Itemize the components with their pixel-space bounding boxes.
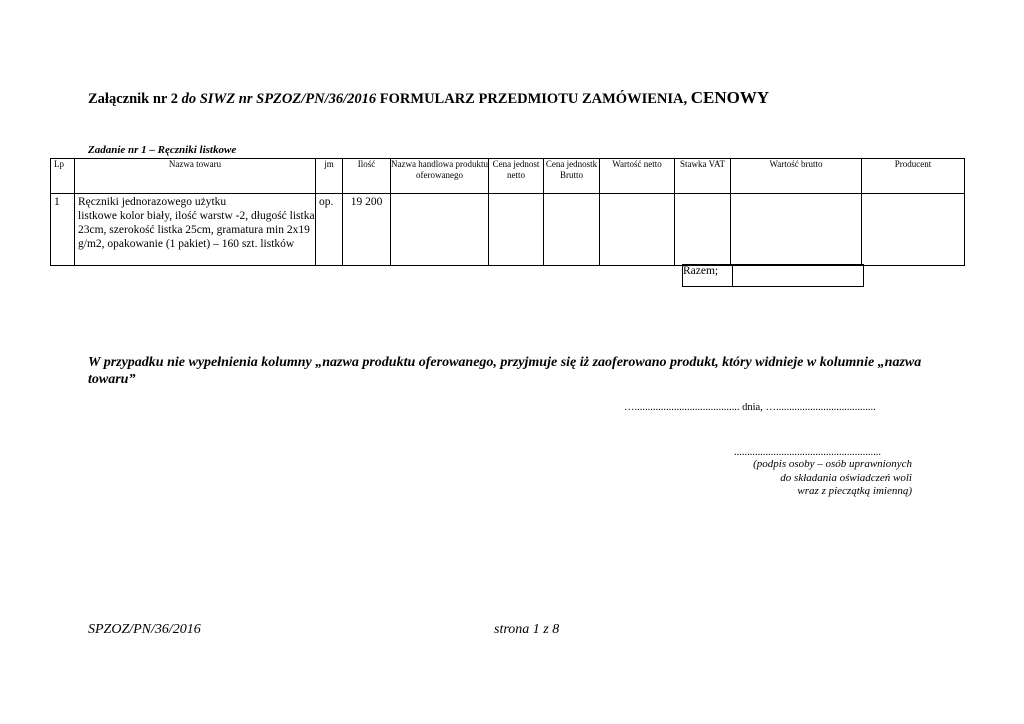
table-row: [51, 194, 965, 266]
table-header-row: [51, 159, 965, 194]
cell-qty: 19 200: [343, 194, 391, 266]
cell-name: [75, 194, 316, 266]
cell-value-net[interactable]: [600, 194, 675, 266]
sum-row: [683, 265, 864, 287]
header-vat: Stawka VAT: [675, 159, 731, 194]
title-annex: Załącznik nr 2: [88, 91, 178, 107]
cell-vat[interactable]: [675, 194, 731, 266]
header-value-net: Wartość netto: [600, 159, 675, 194]
signature-line-3: wraz z pieczątką imienną): [797, 485, 912, 497]
header-unit-net: Cena jednost netto: [489, 159, 544, 194]
footer-doc-number: SPZOZ/PN/36/2016: [88, 622, 201, 637]
sum-label: Razem;: [683, 265, 733, 287]
cell-unit-net[interactable]: [489, 194, 544, 266]
header-producer: Producent: [862, 159, 965, 194]
header-lp: Lp: [51, 159, 75, 194]
cell-name-line1: Ręczniki jednorazowego użytku: [78, 196, 227, 208]
signature-caption: [753, 458, 912, 499]
signature-line-1: (podpis osoby – osób uprawnionych: [753, 458, 912, 470]
sum-table: [682, 264, 864, 287]
date-place-line: …........................................ dnia, …......................................: [624, 402, 876, 413]
cell-unit-gross[interactable]: [544, 194, 600, 266]
note-text: W przypadku nie wypełnienia kolumny „nazwa produktu oferowanego, przyjmuje się iż zaoferowano produkt, który widnieje w kolumnie „nazwa towaru”: [88, 355, 922, 387]
signature-dots: ........................................................: [734, 447, 881, 458]
header-jm: jm: [316, 159, 343, 194]
title-cenowy: CENOWY: [690, 88, 770, 107]
task-title: Zadanie nr 1 – Ręczniki listkowe: [88, 144, 237, 156]
document-title: [88, 88, 769, 108]
footer-page-number: strona 1 z 8: [494, 622, 560, 637]
header-trade-name: Nazwa handlowa produktu oferowanego: [391, 159, 489, 194]
header-value-gross: Wartość brutto: [731, 159, 862, 194]
header-name: Nazwa towaru: [75, 159, 316, 194]
header-qty: Ilość: [343, 159, 391, 194]
header-unit-gross: Cena jednostk Brutto: [544, 159, 600, 194]
cell-trade-name[interactable]: [391, 194, 489, 266]
cell-producer[interactable]: [862, 194, 965, 266]
title-form-name: FORMULARZ PRZEDMIOTU ZAMÓWIENIA,: [379, 91, 688, 107]
price-table: [50, 158, 965, 266]
sum-value[interactable]: [733, 265, 864, 287]
title-siwz-ref: do SIWZ nr SPZOZ/PN/36/2016: [181, 91, 377, 107]
cell-name-rest: listkowe kolor biały, ilość warstw -2, długość listka 23cm, szerokość listka 25cm, gramatura min 2x19 g/m2, opakowanie (1 pakiet) – 160 szt. listków: [78, 210, 315, 250]
cell-jm: op.: [316, 194, 343, 266]
cell-lp: 1: [51, 194, 75, 266]
cell-value-gross[interactable]: [731, 194, 862, 266]
signature-line-2: do składania oświadczeń woli: [780, 471, 912, 484]
